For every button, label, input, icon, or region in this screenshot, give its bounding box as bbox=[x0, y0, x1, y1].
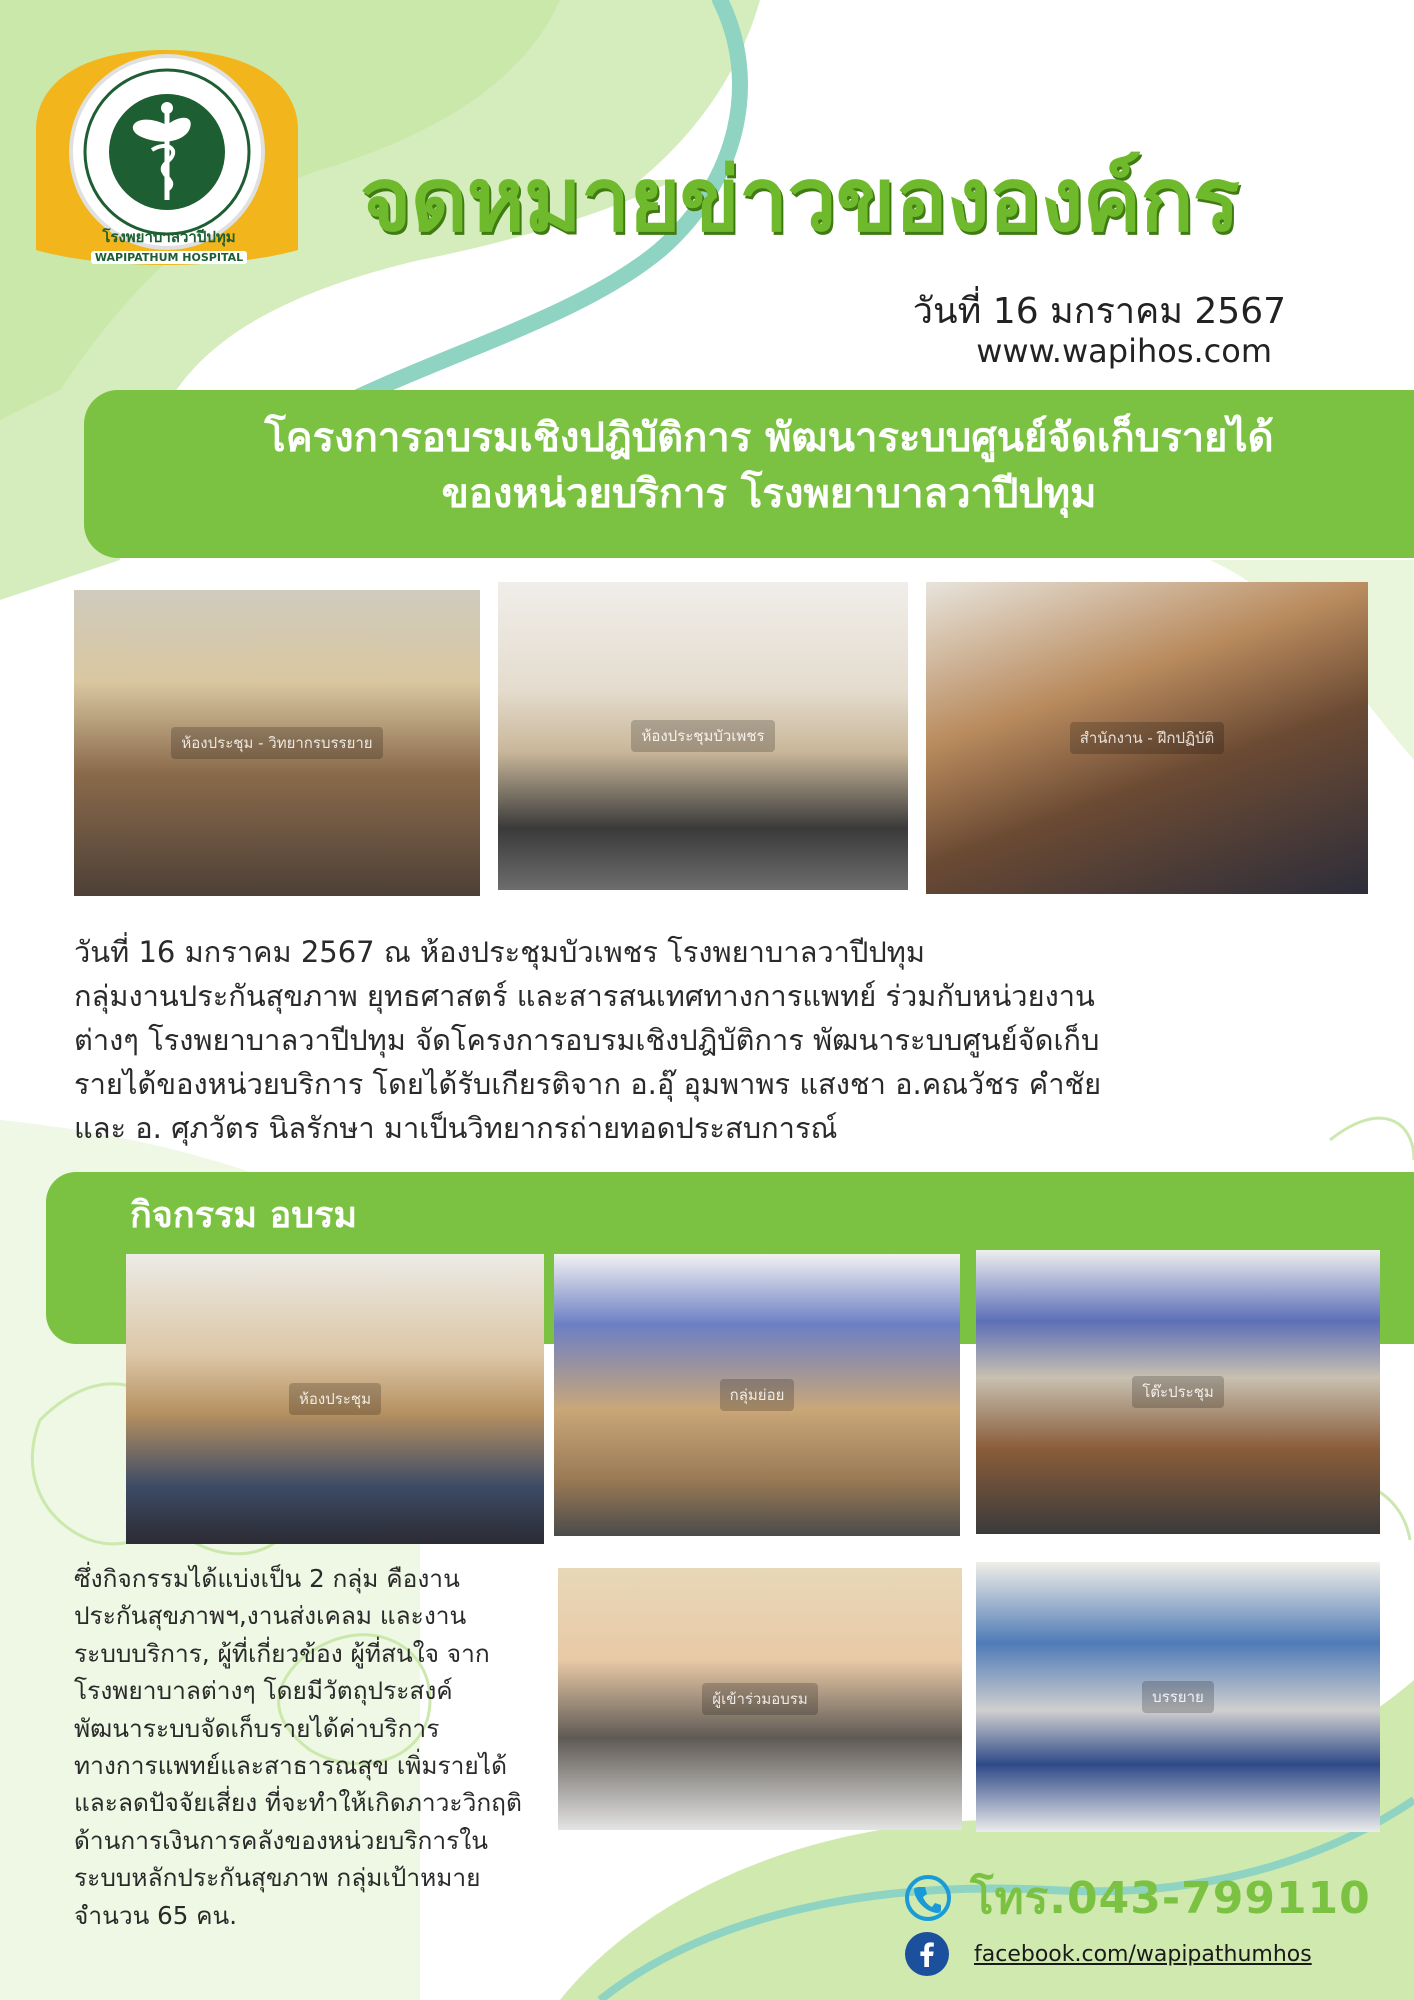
headline-banner bbox=[84, 390, 1414, 558]
photo-caption: ห้องประชุม - วิทยากรบรรยาย bbox=[171, 727, 382, 759]
photo-activity-4 bbox=[558, 1568, 962, 1830]
description-line: ประกันสุขภาพฯ,งานส่งเคลม และงาน bbox=[74, 1601, 467, 1631]
facebook-link[interactable]: facebook.com/wapipathumhos bbox=[974, 1941, 1312, 1967]
headline-line-2: ของหน่วยบริการ โรงพยาบาลวาปีปทุม bbox=[441, 471, 1097, 517]
description-line: พัฒนาระบบจัดเก็บรายได้ค่าบริการ bbox=[74, 1713, 440, 1743]
facebook-icon bbox=[904, 1931, 950, 1977]
phone-icon bbox=[904, 1874, 952, 1922]
logo-caption bbox=[74, 228, 264, 265]
description-line: ทางการแพทย์และสาธารณสุข เพิ่มรายได้ bbox=[74, 1751, 508, 1781]
photo-caption: ห้องประชุม bbox=[289, 1383, 381, 1415]
photo-caption: ห้องประชุมบัวเพชร bbox=[631, 720, 774, 752]
photo-activity-1 bbox=[126, 1254, 544, 1544]
body-line: และ อ. ศุภวัตร นิลรักษา มาเป็นวิทยากรถ่ายทอดประสบการณ์ bbox=[74, 1111, 838, 1145]
photo-caption: กลุ่มย่อย bbox=[720, 1379, 795, 1411]
newsletter-title: จดหมายข่าวขององค์กร bbox=[360, 148, 1239, 251]
body-line: ต่างๆ โรงพยาบาลวาปีปทุม จัดโครงการอบรมเชิงปฎิบัติการ พัฒนาระบบศูนย์จัดเก็บ bbox=[74, 1023, 1100, 1057]
activity-description bbox=[74, 1560, 560, 1934]
description-line: โรงพยาบาลต่างๆ โดยมีวัตถุประสงค์ bbox=[74, 1676, 453, 1706]
photo-activity-5 bbox=[976, 1562, 1380, 1832]
phone-number: โทร.043-799110 bbox=[970, 1873, 1371, 1924]
description-line: จำนวน 65 คน. bbox=[74, 1900, 238, 1930]
logo-hospital-name-en: WAPIPATHUM HOSPITAL bbox=[91, 251, 247, 264]
body-line: รายได้ของหน่วยบริการ โดยได้รับเกียรติจาก อ.อุ๊ อุมพาพร แสงชา อ.คณวัชร คำชัย bbox=[74, 1067, 1102, 1101]
photo-activity-3 bbox=[976, 1250, 1380, 1534]
article-body bbox=[74, 930, 1344, 1150]
activity-title: กิจกรรม อบรม bbox=[130, 1195, 358, 1236]
photo-top-3 bbox=[926, 582, 1368, 894]
description-line: ด้านการเงินการคลังของหน่วยบริการใน bbox=[74, 1825, 488, 1855]
issue-date: วันที่ 16 มกราคม 2567 bbox=[912, 291, 1286, 332]
photo-caption: สำนักงาน - ฝึกปฏิบัติ bbox=[1070, 722, 1225, 754]
photo-top-2 bbox=[498, 582, 908, 890]
phone-contact[interactable] bbox=[904, 1870, 1371, 1926]
body-line: วันที่ 16 มกราคม 2567 ณ ห้องประชุมบัวเพชร โรงพยาบาลวาปีปทุม bbox=[74, 935, 926, 969]
logo-hospital-name-th: โรงพยาบาลวาปีปทุม bbox=[102, 228, 236, 246]
photo-top-1 bbox=[74, 590, 480, 896]
headline-line-1: โครงการอบรมเชิงปฎิบัติการ พัฒนาระบบศูนย์จัดเก็บรายได้ bbox=[264, 415, 1274, 461]
website-link[interactable]: www.wapihos.com bbox=[976, 332, 1272, 370]
description-line: ซึ่งกิจกรรมได้แบ่งเป็น 2 กลุ่ม คืองาน bbox=[74, 1564, 460, 1593]
photo-activity-2 bbox=[554, 1254, 960, 1536]
photo-caption: ผู้เข้าร่วมอบรม bbox=[702, 1683, 817, 1715]
description-line: และลดปัจจัยเสี่ยง ที่จะทำให้เกิดภาวะวิกฤติ bbox=[74, 1788, 522, 1818]
photo-caption: บรรยาย bbox=[1142, 1681, 1214, 1713]
body-line: กลุ่มงานประกันสุขภาพ ยุทธศาสตร์ และสารสนเทศทางการแพทย์ ร่วมกับหน่วยงาน bbox=[74, 979, 1095, 1013]
description-line: ระบบบริการ, ผู้ที่เกี่ยวข้อง ผู้ที่สนใจ จาก bbox=[74, 1638, 490, 1668]
description-line: ระบบหลักประกันสุขภาพ กลุ่มเป้าหมาย bbox=[74, 1863, 481, 1893]
facebook-contact[interactable] bbox=[904, 1930, 1312, 1978]
photo-caption: โต๊ะประชุม bbox=[1132, 1376, 1224, 1408]
